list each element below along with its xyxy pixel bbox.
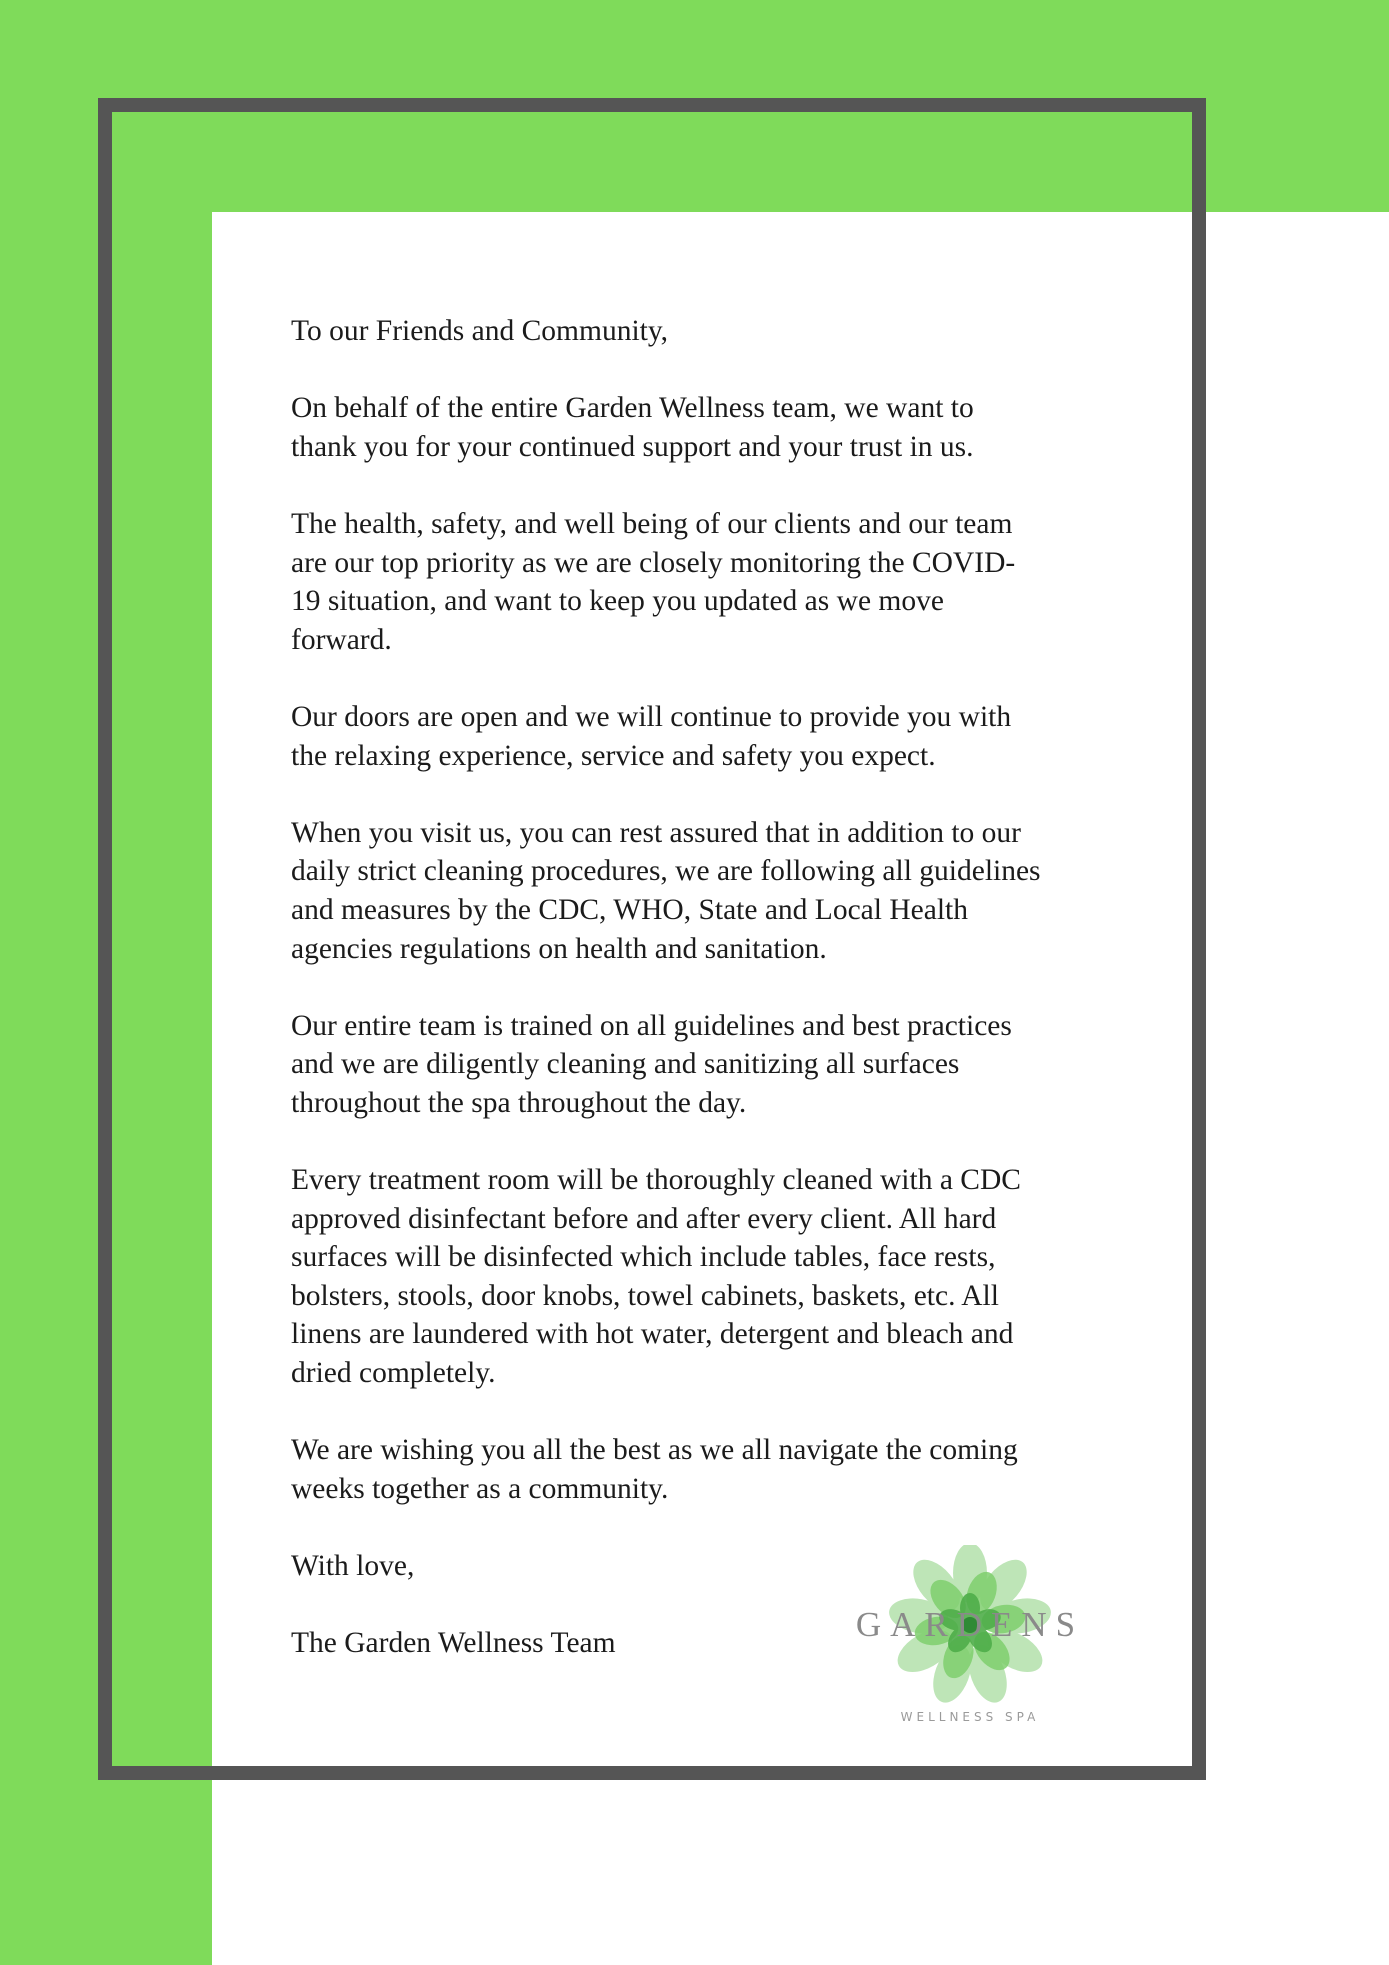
letter-paragraph: Every treatment room will be thoroughly cleaned with a CDC approved disinfectant before and after every client. All hard surfaces will be disinfected which include tables, face rests, bolsters, stools, door knobs, towel cabinets, baskets, etc. All linens are laundered with hot water, detergent and bleach and dried completely. <box>291 1164 1021 1390</box>
gardens-logo <box>850 1545 1090 1740</box>
letter-body <box>291 312 1111 1663</box>
logo-subtitle: WELLNESS SPA <box>900 1710 1040 1724</box>
letter-signature: The Garden Wellness Team <box>291 1627 616 1660</box>
letter-paragraph: When you visit us, you can rest assured that in addition to our daily strict cleaning procedures, we are following all guidelines and measures by the CDC, WHO, State and Local Health agencies regulations on health and sanitation. <box>291 816 1041 965</box>
letter-paragraph: Our doors are open and we will continue to provide you with the relaxing experience, service and safety you expect. <box>291 700 1012 772</box>
letter-paragraph: Our entire team is trained on all guidelines and best practices and we are diligently cleaning and sanitizing all surfaces throughout the spa throughout the day. <box>291 1009 1012 1119</box>
letter-paragraph: The health, safety, and well being of our clients and our team are our top priority as we are closely monitoring the COVID- 19 situation, and want to keep you updated as we move forward. <box>291 507 1016 656</box>
logo-name: GARDENS <box>855 1605 1085 1644</box>
letter-paragraph: On behalf of the entire Garden Wellness team, we want to thank you for your continued support and your trust in us. <box>291 392 974 463</box>
letter-paragraph: We are wishing you all the best as we all navigate the coming weeks together as a community. <box>291 1434 1018 1505</box>
letter-greeting: To our Friends and Community, <box>291 315 669 347</box>
letter-closing: With love, <box>291 1550 415 1582</box>
